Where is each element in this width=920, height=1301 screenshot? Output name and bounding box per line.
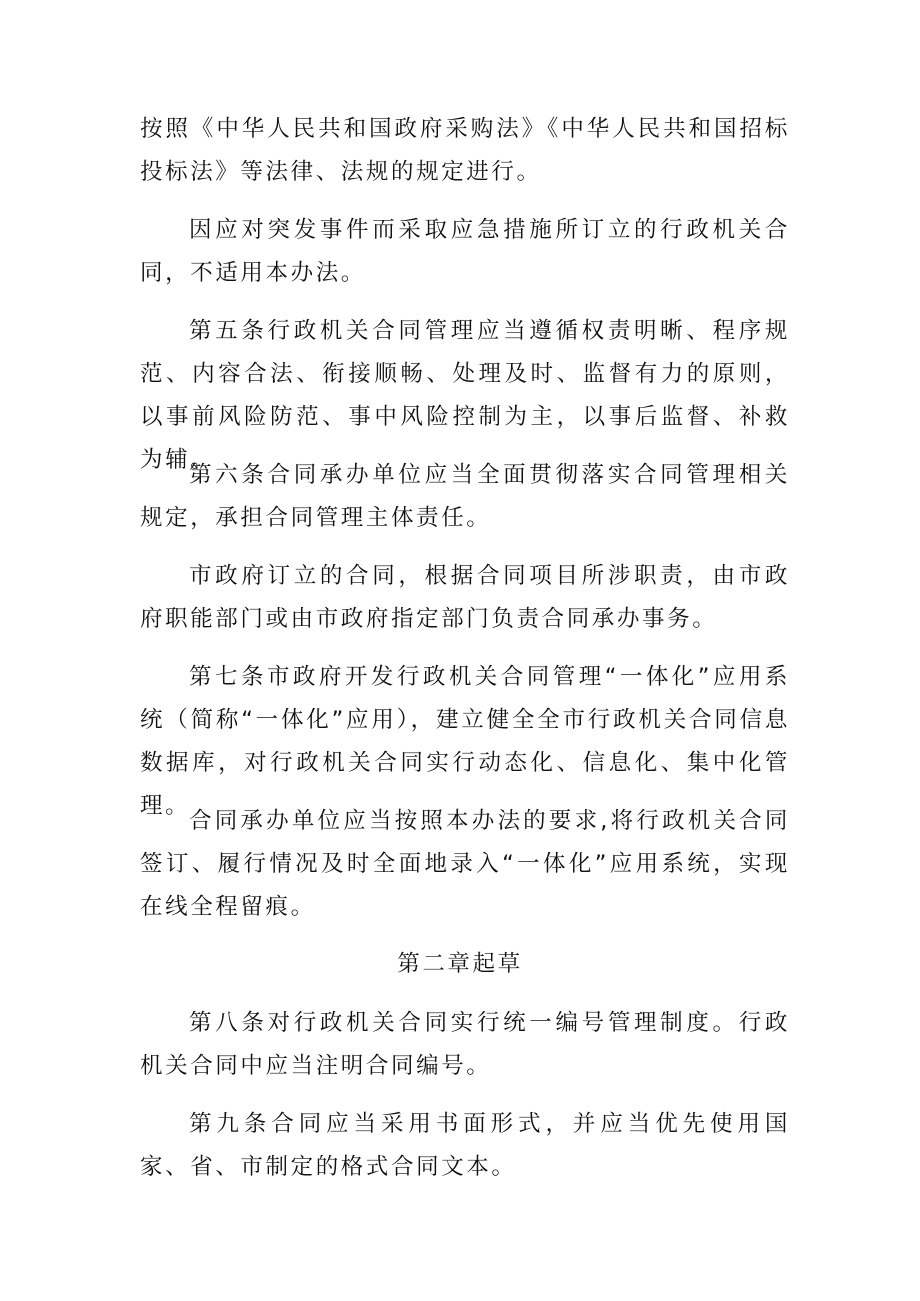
paragraph-emergency-exclusion: 因应对突发事件而采取应急措施所订立的行政机关合同，不适用本办法。 — [140, 217, 790, 286]
paragraph-article-6: 第六条合同承办单位应当全面贯彻落实合同管理相关规定，承担合同管理主体责任。 — [140, 462, 790, 531]
paragraph-system-entry: 合同承办单位应当按照本办法的要求,将行政机关合同签订、履行情况及时全面地录入“一体化”应用系统，实现在线全程留痕。 — [140, 808, 790, 920]
paragraph-continuation: 按照《中华人民共和国政府采购法》《中华人民共和国招标投标法》等法律、法规的规定进行。 — [140, 116, 790, 185]
paragraph-article-5: 第五条行政机关合同管理应当遵循权责明晰、程序规范、内容合法、衔接顺畅、处理及时、监督有力的原则，以事前风险防范、事中风险控制为主，以事后监督、补救为辅。 — [140, 318, 790, 473]
chapter-heading: 第二章起草 — [397, 951, 523, 977]
paragraph-city-government-contracts: 市政府订立的合同，根据合同项目所涉职责，由市政府职能部门或由市政府指定部门负责合同承办事务。 — [140, 563, 790, 632]
paragraph-article-9: 第九条合同应当采用书面形式，并应当优先使用国家、省、市制定的格式合同文本。 — [140, 1111, 790, 1180]
paragraph-article-8: 第八条对行政机关合同实行统一编号管理制度。行政机关合同中应当注明合同编号。 — [140, 1010, 790, 1079]
paragraph-article-7: 第七条市政府开发行政机关合同管理“一体化”应用系统（简称“一体化”应用），建立健全全市行政机关合同信息数据库，对行政机关合同实行动态化、信息化、集中化管理。 — [140, 664, 790, 819]
